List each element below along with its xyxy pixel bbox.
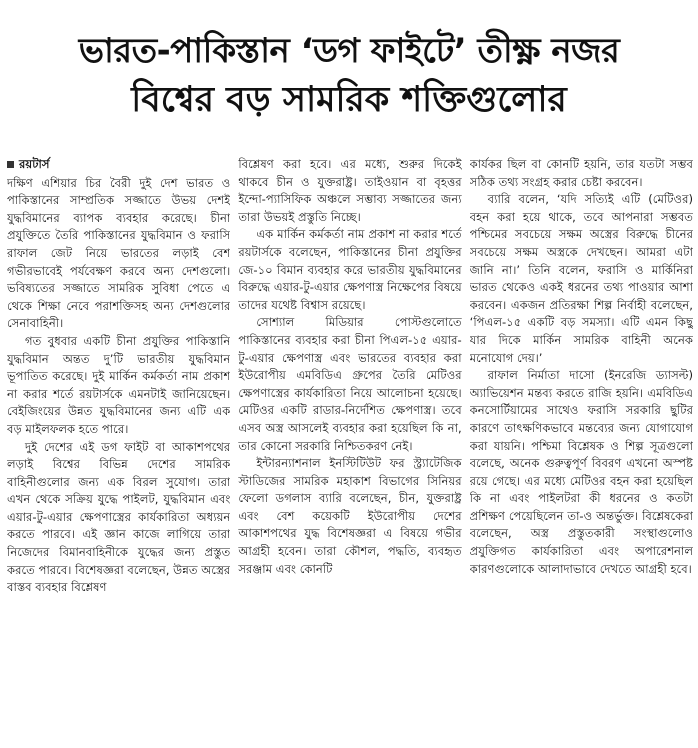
square-bullet-icon — [7, 161, 14, 168]
paragraph: বিশ্লেষণ করা হবে। এর মধ্যে, শুরুর দিকেই থাকবে চীন ও যুক্তরাষ্ট্র। তাইওয়ান বা বৃহত্তর ইন্দো-প্যাসিফিক অঞ্চলে সম্ভাব্য সজ্জাতের জন্য তারা উভয়ই প্রস্তুতি নিচ্ছে। — [238, 157, 462, 224]
headline-line-1: ভারত-পাকিস্তান ‘ডগ ফাইটে’ তীক্ষ্ণ নজর — [78, 31, 620, 72]
column-3 — [470, 156, 693, 744]
paragraph: সোশ্যাল মিডিয়ার পোস্টগুলোতে পাকিস্তানের ব্যবহার করা চীনা পিএল-১৫ এয়ার-টু-এয়ার ক্ষেপণাস্ত্র এবং ভারতের ব্যবহার করা ইউরোপীয় এমবিডিএ গ্রুপের তৈরি মেটিওর ক্ষেপণাস্ত্রের কার্যকারিতা নিয়ে আলোচনা হয়েছে। মেটিওর একটি রাডার-নির্দেশিত ক্ষেপণাস্ত্র। তবে এসব অস্ত্র আসলেই ব্যবহার করা হয়েছিল কি না, তার কোনো সরকারি নিশ্চিতকরণ নেই। — [238, 315, 462, 453]
headline-line-2: বিশ্বের বড় সামরিক শক্তিগুলোর — [131, 80, 567, 121]
byline-source: রয়টার্স — [19, 157, 50, 171]
paragraph: গত বুধবার একটি চীনা প্রযুক্তির পাকিস্তানি যুদ্ধবিমান অন্তত দু’টি ভারতীয় যুদ্ধবিমান ভূপাতিত করেছে। দুই মার্কিন কর্মকর্তা নাম প্রকাশ না করার শর্তে রয়টার্সকে এমনটাই জানিয়েছেন। বেইজিংয়ের উন্নত যুদ্ধবিমানের জন্য এটি এক বড় মাইলফলক হতে পারে। — [7, 333, 231, 436]
byline — [7, 156, 230, 174]
paragraph: ব্যারি বলেন, ‘যদি সত্যিই এটি (মেটিওর) বহন করা হয়ে থাকে, তবে আপনারা সম্ভবত পশ্চিমের সবচেয়ে সক্ষম অস্ত্রের বিরুদ্ধে চীনের সবচেয়ে সক্ষম অস্ত্রকে দেখছেন। আমরা এটা জানি না।’ তিনি বলেন, ফরাসি ও মার্কিনিরা ভারত থেকেও একই ধরনের তথ্য পাওয়ার আশা করবেন। একজন প্রতিরক্ষা শিল্প নির্বাহী বলেছেন, ‘পিএল-১৫ একটি বড় সমস্যা। এটি এমন কিছু যার দিকে মার্কিন সামরিক বাহিনী অনেক মনোযোগ দেয়।’ — [469, 192, 693, 365]
paragraph: এক মার্কিন কর্মকর্তা নাম প্রকাশ না করার শর্তে রয়টার্সকে বলেছেন, পাকিস্তানের চীনা প্রযুক্তির জে-১০ বিমান ব্যবহার করে ভারতীয় যুদ্ধবিমানের বিরুদ্ধে এয়ার-টু-এয়ার ক্ষেপণাস্ত্র নিক্ষেপের বিষয়ে তাদের যথেষ্ট বিশ্বাস রয়েছে। — [238, 227, 462, 312]
paragraph: দক্ষিণ এশিয়ার চির বৈরী দুই দেশ ভারত ও পাকিস্তানের সাম্প্রতিক সজ্জাতে উভয় দেশই যুদ্ধবিমানের ব্যাপক ব্যবহার করেছে। চীনা প্রযুক্তিতে তৈরি পাকিস্তানের যুদ্ধবিমান ও ফরাসি রাফাল জেট নিয়ে ভারতের লড়াই বেশ গভীরভাবেই পর্যবেক্ষণ করবে অন্য দেশগুলো। ভবিষ্যতের সজ্জাতে সামরিক সুবিধা পেতে এ থেকে শিক্ষা নেবে পরাশক্তিসহ অন্য দেশগুলোর সেনাবাহিনী। — [7, 175, 231, 331]
paragraph: ইন্টারন্যাশনাল ইনস্টিটিউট ফর স্ট্র্যাটেজিক স্টাডিজের সামরিক মহাকাশ বিভাগের সিনিয়র ফেলো ডগলাস ব্যারি বলেছেন, চীন, যুক্তরাষ্ট্র এবং বেশ কয়েকটি ইউরোপীয় দেশের আকাশপথের যুদ্ধ বিশেষজ্ঞরা এ বিষয়ে গভীর আগ্রহী হবেন। তারা কৌশল, পদ্ধতি, ব্যবহৃত সরঞ্জাম এবং কোনটি — [238, 456, 462, 576]
paragraph: দুই দেশের এই ডগ ফাইট বা আকাশপথের লড়াই বিশ্বের বিভিন্ন দেশের সামরিক বাহিনীগুলোর জন্য এক বিরল সুযোগ। তারা এখন থেকে সক্রিয় যুদ্ধে পাইলট, যুদ্ধবিমান এবং এয়ার-টু-এয়ার ক্ষেপণাস্ত্রের কার্যকারিতা অধ্যয়ন করতে পারবে। এই জ্ঞান কাজে লাগিয়ে তারা নিজেদের বিমানবাহিনীকে যুদ্ধের জন্য প্রস্তুত করতে পারবে। বিশেষজ্ঞরা বলেছেন, উন্নত অস্ত্রের বাস্তব ব্যবহার বিশ্লেষণ — [7, 439, 231, 595]
column-2 — [238, 156, 461, 744]
paragraph: কার্যকর ছিল বা কোনটি হয়নি, তার যতটা সম্ভব সঠিক তথ্য সংগ্রহ করার চেষ্টা করবেন। — [469, 157, 693, 189]
paragraph: রাফাল নির্মাতা দাসো (ইনরেজি ড্যাসল্ট) অ্যাভিয়েশন মন্তব্য করতে রাজি হয়নি। এমবিডিএ কনসোর্টিয়ামের সাথেও ফরাসি সরকারি ছুটির কারণে তাৎক্ষণিকভাবে মন্তব্যের জন্য যোগাযোগ করা যায়নি। পশ্চিমা বিশ্লেষক ও শিল্প সূত্রগুলো বলেছে, অনেক গুরুত্বপূর্ণ বিবরণ এখনো অস্পষ্ট রয়ে গেছে। এর মধ্যে মেটিওর বহন করা হয়েছিল কি না এবং পাইলটরা কী ধরনের ও কতটা প্রশিক্ষণ পেয়েছিলেন তা-ও অন্তর্ভুক্ত। বিশ্লেষকেরা বলেছেন, অস্ত্র প্রস্তুতকারী সংস্থাগুলোও প্রযুক্তিগত কার্যকারিতা এবং অপারেশনাল কারণগুলোকে আলাদাভাবে দেখতে আগ্রহী হবে। — [469, 368, 693, 576]
column-1 — [7, 156, 230, 744]
article-body — [7, 156, 693, 744]
article-headline — [0, 27, 698, 125]
